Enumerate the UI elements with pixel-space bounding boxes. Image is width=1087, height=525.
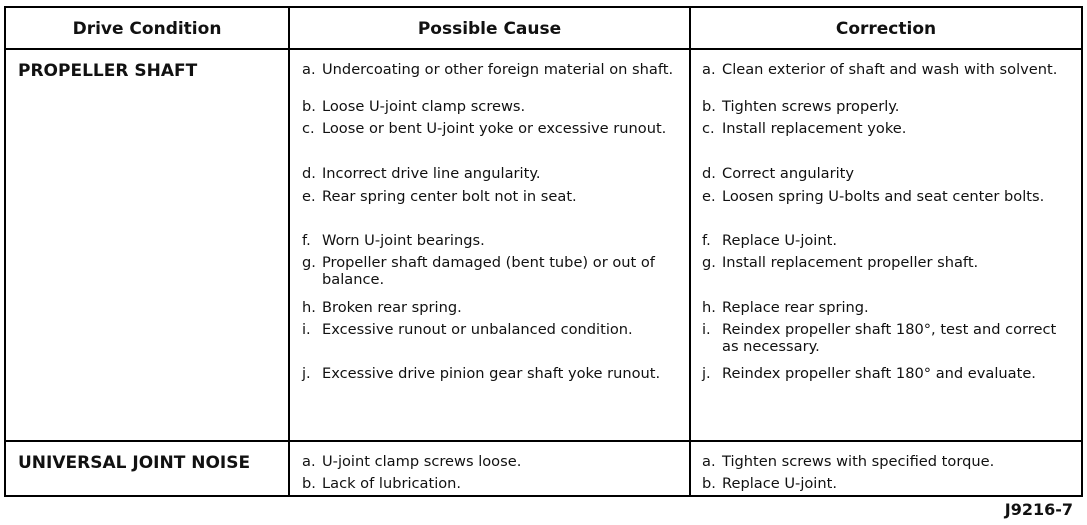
correction-item: a. Tighten screws with specified torque.: [702, 453, 995, 470]
cause-item: b. Lack of lubrication.: [302, 475, 462, 492]
header-possible-cause: Possible Cause: [417, 19, 562, 39]
condition-propeller-shaft: PROPELLER SHAFT: [18, 61, 198, 81]
cause-item: g. Propeller shaft damaged (bent tube) or out of balance.: [302, 254, 655, 288]
cause-item: h. Broken rear spring.: [302, 299, 462, 316]
cause-item: e. Rear spring center bolt not in seat.: [302, 188, 577, 205]
correction-item: e. Loosen spring U-bolts and seat center bolts.: [702, 188, 1045, 205]
cause-item: j. Excessive drive pinion gear shaft yoke runout.: [302, 365, 661, 382]
column-divider-2: [689, 8, 691, 495]
correction-item: g. Install replacement propeller shaft.: [702, 254, 979, 271]
column-divider-1: [288, 8, 290, 495]
correction-item: a. Clean exterior of shaft and wash with solvent.: [702, 61, 1058, 78]
diagnosis-table: [4, 6, 1083, 497]
correction-item: b. Tighten screws properly.: [702, 98, 900, 115]
correction-item: j. Reindex propeller shaft 180° and evaluate.: [702, 365, 1036, 382]
correction-item: i. Reindex propeller shaft 180°, test and correct as necessary.: [702, 321, 1057, 355]
correction-item: d. Correct angularity: [702, 165, 855, 182]
cause-item: d. Incorrect drive line angularity.: [302, 165, 541, 182]
cause-item: a. U-joint clamp screws loose.: [302, 453, 522, 470]
cause-item: a. Undercoating or other foreign material on shaft.: [302, 61, 674, 78]
cause-item: b. Loose U-joint clamp screws.: [302, 98, 526, 115]
correction-item: c. Install replacement yoke.: [702, 120, 907, 137]
condition-universal-joint-noise: UNIVERSAL JOINT NOISE: [18, 453, 251, 473]
correction-item: f. Replace U-joint.: [702, 232, 837, 249]
cause-item: i. Excessive runout or unbalanced condition.: [302, 321, 633, 338]
section-divider: [6, 440, 1081, 442]
figure-id: J9216-7: [1004, 500, 1073, 519]
correction-item: b. Replace U-joint.: [702, 475, 837, 492]
header-drive-condition: Drive Condition: [72, 19, 222, 39]
header-correction: Correction: [835, 19, 937, 39]
cause-item: f. Worn U-joint bearings.: [302, 232, 485, 249]
cause-item: c. Loose or bent U-joint yoke or excessive runout.: [302, 120, 667, 137]
correction-item: h. Replace rear spring.: [702, 299, 869, 316]
